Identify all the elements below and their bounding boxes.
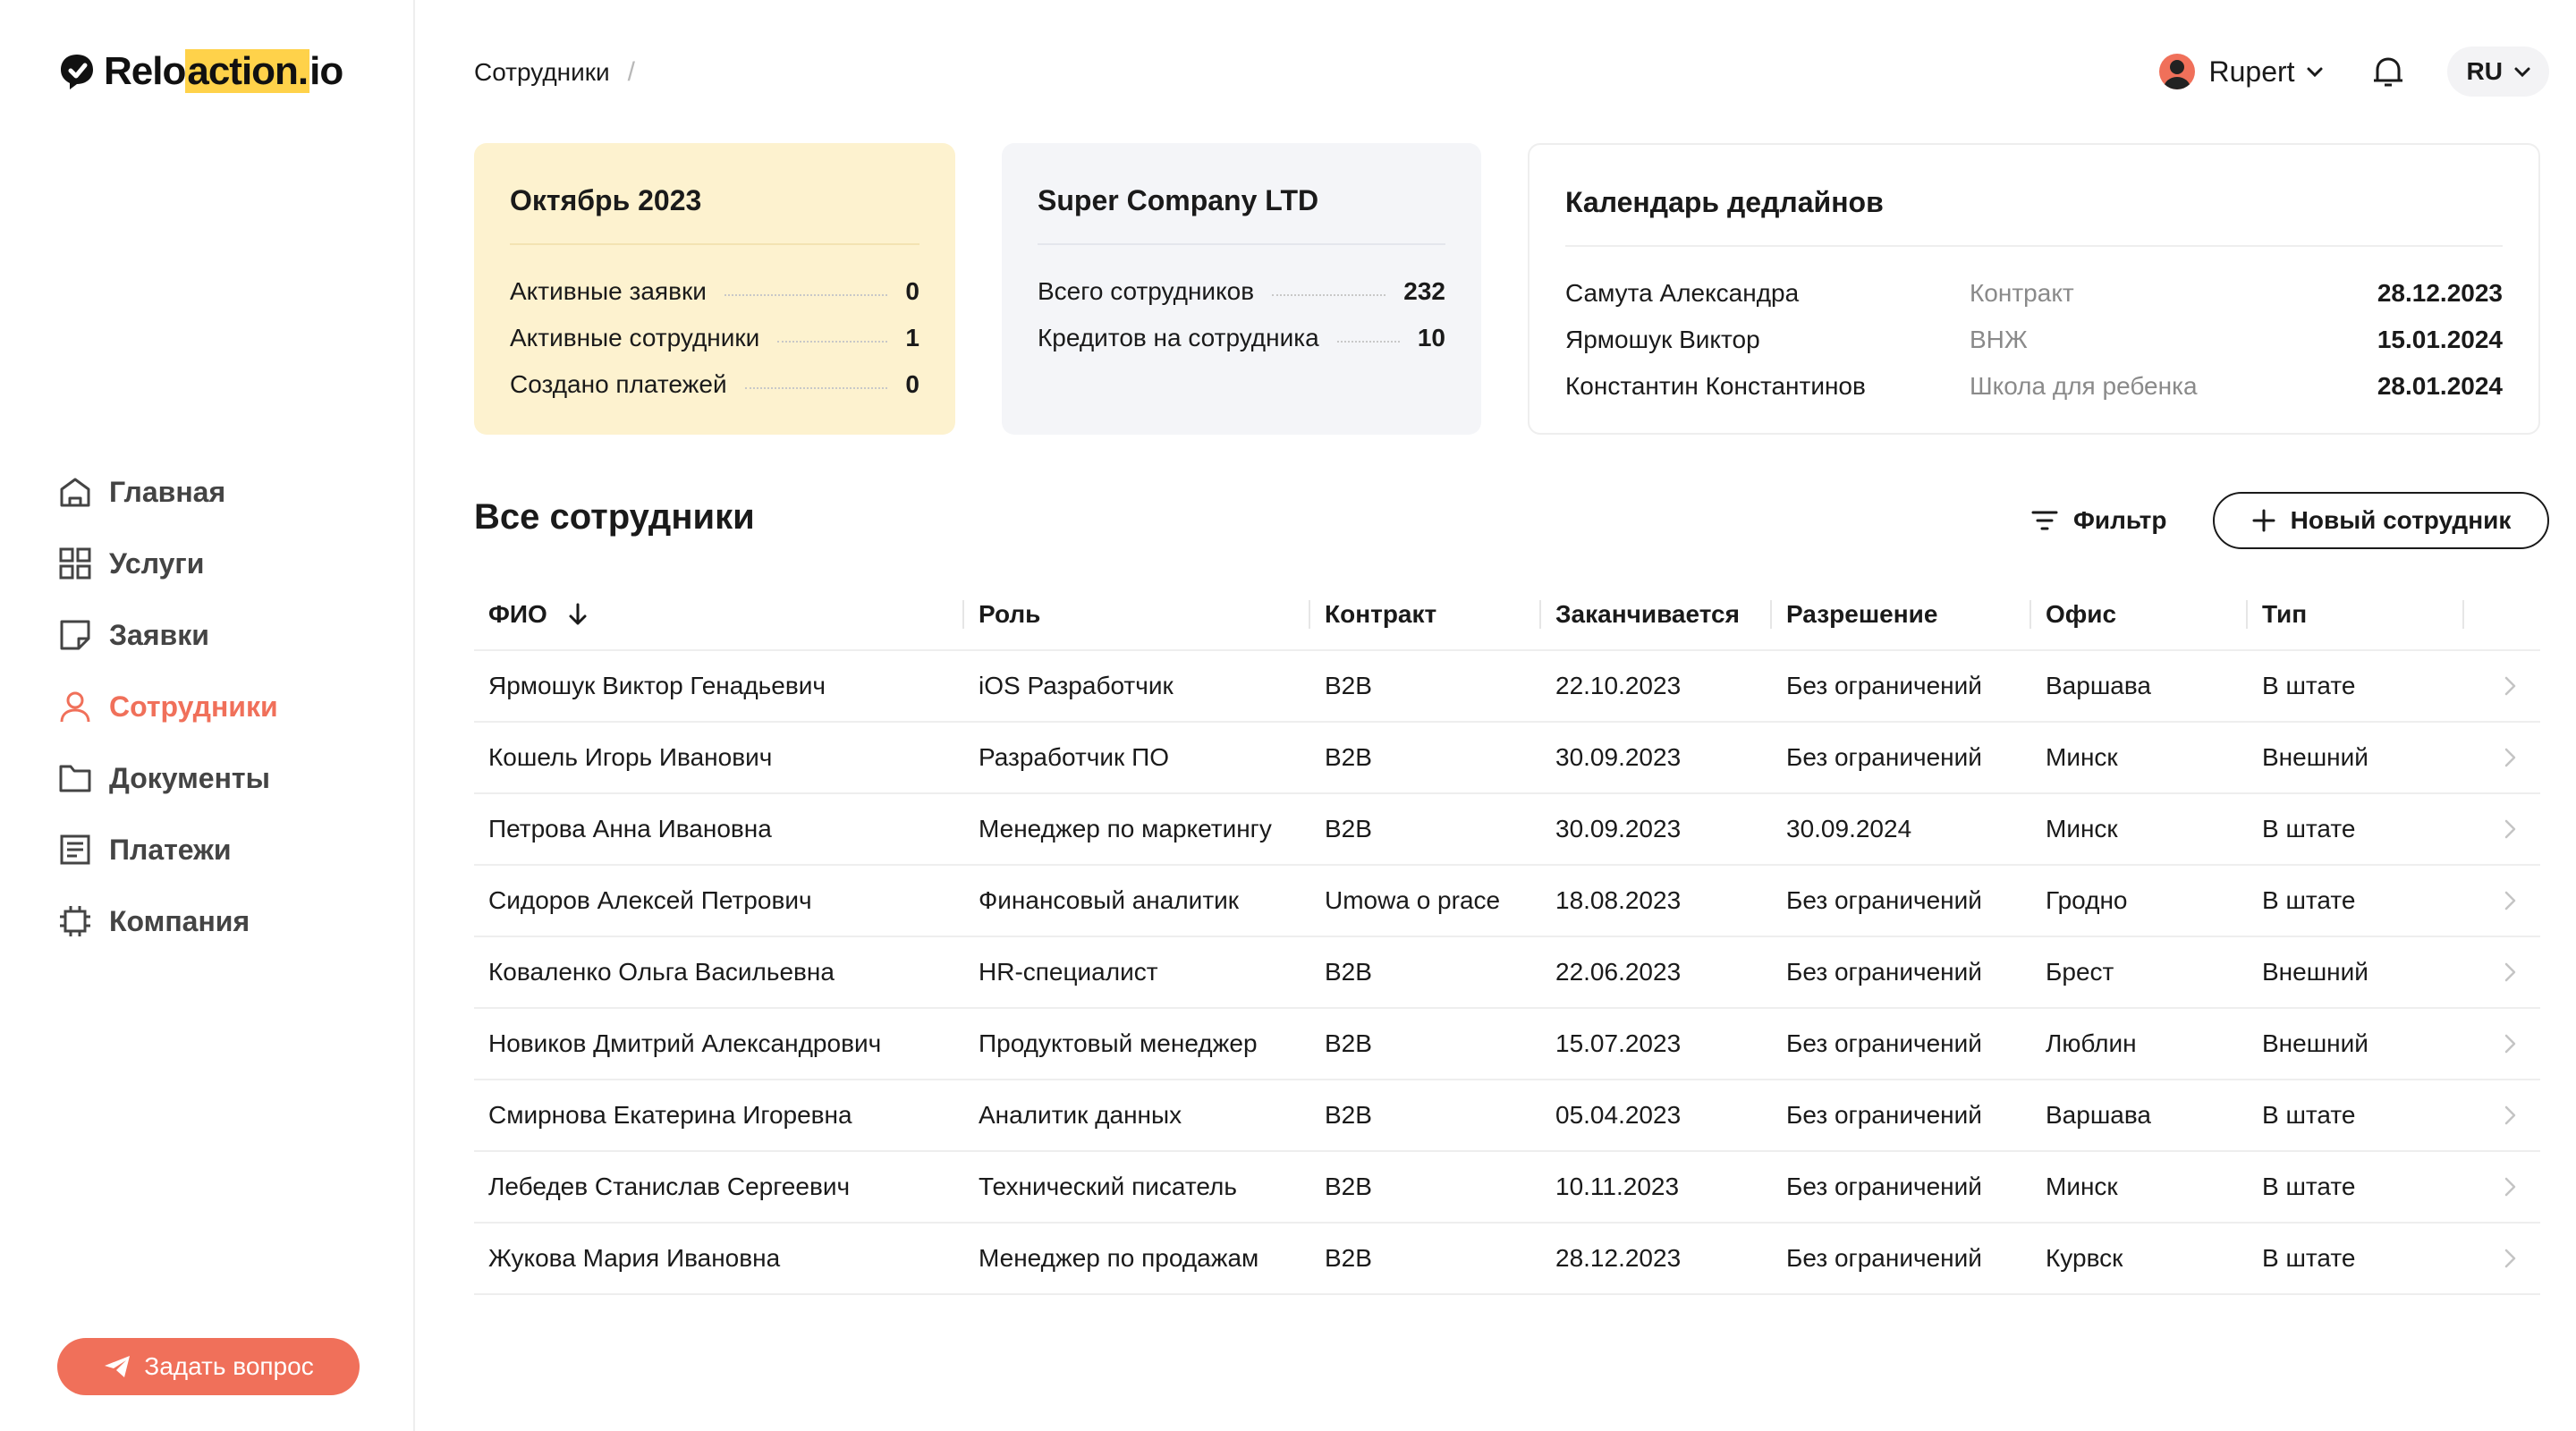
column-header-name[interactable] [474, 597, 964, 632]
sidebar-item-label: Сотрудники [109, 690, 278, 723]
sidebar-item-label: Услуги [109, 546, 205, 580]
cell-name: Коваленко Ольга Васильевна [488, 958, 835, 986]
column-label: Контракт [1325, 600, 1437, 628]
cell-permit: 30.09.2024 [1786, 815, 1912, 843]
cell-role: iOS Разработчик [979, 672, 1174, 699]
row-open[interactable] [2464, 1246, 2540, 1271]
column-header-office[interactable] [2031, 597, 2248, 632]
plus-icon [2251, 508, 2276, 533]
column-header-actions [2464, 597, 2540, 632]
column-header-type[interactable] [2248, 597, 2464, 632]
sidebar [0, 0, 415, 1431]
stat-label: Всего сотрудников [1038, 277, 1255, 305]
stat-row [1038, 268, 1445, 315]
deadline-type: ВНЖ [1970, 326, 2028, 353]
employees-table [474, 580, 2540, 1295]
cell-name: Лебедев Станислав Сергеевич [488, 1173, 851, 1200]
stat-value: 0 [905, 370, 919, 398]
cell-office: Курвск [2046, 1244, 2123, 1272]
cell-permit: Без ограничений [1786, 958, 1982, 986]
cell-office: Варшава [2046, 1101, 2151, 1129]
table-row[interactable] [474, 866, 2540, 937]
cell-permit: Без ограничений [1786, 1244, 1982, 1272]
cell-role: Менеджер по маркетингу [979, 815, 1272, 843]
cell-type: В штате [2262, 1173, 2356, 1200]
deadline-date: 28.12.2023 [2377, 279, 2503, 307]
chevron-right-icon [2501, 673, 2519, 699]
month-stats-card [474, 143, 955, 435]
cell-role: Продуктовый менеджер [979, 1029, 1258, 1057]
row-open[interactable] [2464, 673, 2540, 699]
card-title: Октябрь 2023 [510, 183, 702, 216]
stat-value: 10 [1417, 324, 1445, 351]
table-header [474, 580, 2540, 651]
column-label: Заканчивается [1555, 600, 1740, 628]
table-row[interactable] [474, 937, 2540, 1009]
chevron-down-icon [2304, 61, 2326, 82]
deadline-name: Самута Александра [1565, 279, 1800, 307]
dot-leader [1337, 341, 1400, 343]
chevron-right-icon [2501, 817, 2519, 842]
stat-label: Активные сотрудники [510, 324, 760, 351]
sort-arrow-down-icon[interactable] [567, 602, 589, 627]
cell-permit: Без ограничений [1786, 1101, 1982, 1129]
cell-ends: 30.09.2023 [1555, 815, 1682, 843]
breadcrumb [474, 57, 635, 88]
cell-type: Внешний [2262, 743, 2368, 771]
cell-contract: B2B [1325, 1101, 1372, 1129]
cell-role: Разработчик ПО [979, 743, 1169, 771]
cell-name: Смирнова Екатерина Игоревна [488, 1101, 852, 1129]
cell-ends: 15.07.2023 [1555, 1029, 1682, 1057]
cell-office: Гродно [2046, 886, 2128, 914]
row-open[interactable] [2464, 960, 2540, 985]
cell-type: В штате [2262, 672, 2356, 699]
cell-role: Менеджер по продажам [979, 1244, 1259, 1272]
stat-row [1038, 315, 1445, 361]
column-label: Разрешение [1786, 600, 1938, 628]
dot-leader [745, 387, 888, 389]
column-label: Роль [979, 600, 1041, 628]
bell-icon[interactable] [2368, 52, 2408, 91]
cell-name: Кошель Игорь Иванович [488, 743, 773, 771]
company-stats-card [1002, 143, 1481, 435]
logo-mark-icon [57, 52, 97, 91]
cell-contract: B2B [1325, 1244, 1372, 1272]
table-row[interactable] [474, 1224, 2540, 1295]
chevron-right-icon [2501, 1174, 2519, 1199]
cell-office: Минск [2046, 815, 2118, 843]
new-employee-button[interactable] [2213, 492, 2549, 549]
cell-type: В штате [2262, 1101, 2356, 1129]
deadline-date: 15.01.2024 [2377, 326, 2503, 353]
topbar [2159, 47, 2550, 97]
logo[interactable] [57, 48, 343, 95]
sidebar-item-label: Документы [109, 761, 270, 794]
column-label: Офис [2046, 600, 2117, 628]
cell-office: Минск [2046, 1173, 2118, 1200]
table-row[interactable] [474, 1080, 2540, 1152]
row-open[interactable] [2464, 1103, 2540, 1128]
divider [1038, 243, 1445, 245]
main-content [415, 0, 2576, 1431]
language-select[interactable] [2447, 47, 2549, 97]
divider [510, 243, 919, 245]
chip-icon [57, 903, 93, 939]
sidebar-item-employees[interactable] [57, 671, 278, 742]
cell-ends: 22.10.2023 [1555, 672, 1682, 699]
row-open[interactable] [2464, 888, 2540, 913]
cell-name: Жукова Мария Ивановна [488, 1244, 781, 1272]
sidebar-nav [57, 456, 278, 957]
user-name: Rupert [2208, 55, 2295, 88]
table-row[interactable] [474, 1009, 2540, 1080]
chevron-down-icon [2512, 61, 2533, 82]
stat-row [510, 268, 919, 315]
cell-role: Аналитик данных [979, 1101, 1182, 1129]
grid-icon [57, 546, 93, 581]
cell-ends: 28.12.2023 [1555, 1244, 1682, 1272]
folder-icon [57, 760, 93, 796]
avatar [2159, 54, 2195, 89]
deadline-name: Константин Константинов [1565, 372, 1866, 400]
cell-ends: 22.06.2023 [1555, 958, 1682, 986]
user-icon [57, 689, 93, 724]
section-title: Все сотрудники [474, 497, 755, 537]
cell-ends: 10.11.2023 [1555, 1173, 1680, 1200]
column-label: ФИО [488, 600, 547, 628]
cell-role: Финансовый аналитик [979, 886, 1240, 914]
stat-label: Активные заявки [510, 277, 707, 305]
row-open[interactable] [2464, 1174, 2540, 1199]
cell-permit: Без ограничений [1786, 743, 1982, 771]
ask-question-label: Задать вопрос [144, 1352, 314, 1380]
stat-label: Кредитов на сотрудника [1038, 324, 1319, 351]
deadline-name: Ярмошук Виктор [1565, 326, 1760, 353]
filter-button[interactable] [2030, 497, 2166, 544]
sidebar-item-company[interactable] [57, 885, 278, 957]
new-employee-label: Новый сотрудник [2290, 506, 2512, 534]
cell-permit: Без ограничений [1786, 886, 1982, 914]
cell-role: Технический писатель [979, 1173, 1237, 1200]
cell-name: Петрова Анна Ивановна [488, 815, 772, 843]
cell-contract: B2B [1325, 743, 1372, 771]
stat-label: Создано платежей [510, 370, 727, 398]
table-row[interactable] [474, 794, 2540, 866]
cell-contract: Umowa o prace [1325, 886, 1501, 914]
cell-name: Ярмошук Виктор Генадьевич [488, 672, 826, 699]
cell-permit: Без ограничений [1786, 672, 1982, 699]
cell-permit: Без ограничений [1786, 1029, 1982, 1057]
ask-question-button[interactable] [57, 1338, 360, 1395]
logo-text: Reloaction.io [104, 49, 343, 93]
chevron-right-icon [2501, 1103, 2519, 1128]
stat-value: 232 [1403, 277, 1445, 305]
deadline-row[interactable] [1565, 270, 2503, 317]
deadline-calendar-card [1528, 143, 2540, 435]
cell-type: В штате [2262, 815, 2356, 843]
user-menu[interactable] [2159, 54, 2326, 89]
chevron-right-icon [2501, 745, 2519, 770]
sidebar-item-label: Компания [109, 904, 250, 937]
sidebar-item-home[interactable] [57, 456, 278, 528]
deadline-type: Школа для ребенка [1970, 372, 2198, 400]
sidebar-item-label: Платежи [109, 833, 232, 866]
cell-contract: B2B [1325, 958, 1372, 986]
table-row[interactable] [474, 651, 2540, 723]
chevron-right-icon [2501, 960, 2519, 985]
cell-office: Брест [2046, 958, 2114, 986]
chevron-right-icon [2501, 1031, 2519, 1056]
dot-leader [777, 341, 887, 343]
dot-leader [1272, 294, 1385, 296]
deadline-row[interactable] [1565, 317, 2503, 363]
filter-label: Фильтр [2073, 506, 2167, 534]
card-title: Super Company LTD [1038, 183, 1319, 216]
sidebar-item-requests[interactable] [57, 599, 278, 671]
deadline-row[interactable] [1565, 363, 2503, 410]
dot-leader [724, 294, 888, 296]
stat-row [510, 315, 919, 361]
filter-icon [2030, 508, 2059, 533]
divider [1565, 245, 2503, 247]
breadcrumb-separator: / [627, 57, 636, 87]
sidebar-item-services[interactable] [57, 528, 278, 599]
cell-name: Сидоров Алексей Петрович [488, 886, 812, 914]
stat-value: 1 [905, 324, 919, 351]
sidebar-item-label: Главная [109, 475, 226, 508]
column-header-ends[interactable] [1541, 597, 1772, 632]
deadline-type: Контракт [1970, 279, 2074, 307]
table-row[interactable] [474, 723, 2540, 794]
column-header-contract[interactable] [1310, 597, 1541, 632]
cell-ends: 05.04.2023 [1555, 1101, 1682, 1129]
column-label: Тип [2262, 600, 2308, 628]
cell-ends: 30.09.2023 [1555, 743, 1682, 771]
chevron-right-icon [2501, 1246, 2519, 1271]
sidebar-item-documents[interactable] [57, 742, 278, 814]
cell-type: В штате [2262, 1244, 2356, 1272]
cell-type: В штате [2262, 886, 2356, 914]
row-open[interactable] [2464, 817, 2540, 842]
stat-value: 0 [905, 277, 919, 305]
cell-contract: B2B [1325, 672, 1372, 699]
table-row[interactable] [474, 1152, 2540, 1224]
language-value: RU [2466, 57, 2503, 85]
column-header-permit[interactable] [1772, 597, 2031, 632]
stat-row [510, 361, 919, 408]
sidebar-item-label: Заявки [109, 618, 209, 651]
cell-type: Внешний [2262, 1029, 2368, 1057]
cell-contract: B2B [1325, 1173, 1372, 1200]
cell-name: Новиков Дмитрий Александрович [488, 1029, 882, 1057]
send-icon [103, 1354, 131, 1379]
table-body [474, 651, 2540, 1295]
row-open[interactable] [2464, 745, 2540, 770]
cell-office: Минск [2046, 743, 2118, 771]
cell-ends: 18.08.2023 [1555, 886, 1682, 914]
cell-office: Люблин [2046, 1029, 2137, 1057]
breadcrumb-current[interactable]: Сотрудники [474, 58, 610, 86]
cell-role: HR-специалист [979, 958, 1158, 986]
chevron-right-icon [2501, 888, 2519, 913]
note-icon [57, 617, 93, 653]
cell-contract: B2B [1325, 1029, 1372, 1057]
sidebar-item-payments[interactable] [57, 814, 278, 885]
row-open[interactable] [2464, 1031, 2540, 1056]
column-header-role[interactable] [964, 597, 1310, 632]
card-title: Календарь дедлайнов [1565, 185, 1884, 218]
cell-type: Внешний [2262, 958, 2368, 986]
home-icon [57, 474, 93, 510]
cell-permit: Без ограничений [1786, 1173, 1982, 1200]
cell-office: Варшава [2046, 672, 2151, 699]
cell-contract: B2B [1325, 815, 1372, 843]
receipt-icon [57, 832, 93, 868]
deadline-date: 28.01.2024 [2377, 372, 2503, 400]
